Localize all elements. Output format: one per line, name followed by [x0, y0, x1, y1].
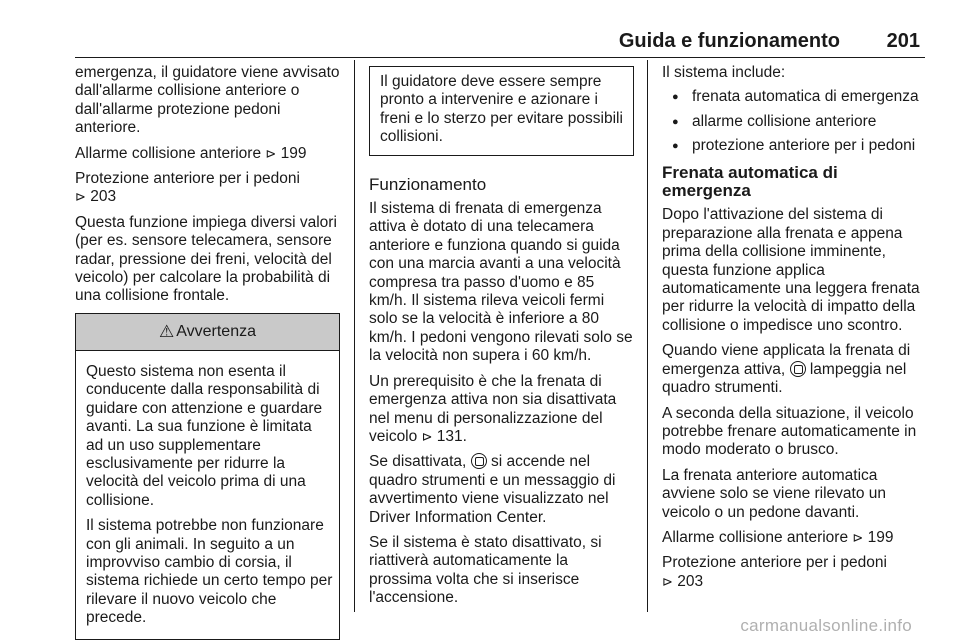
feature-list: [662, 88, 927, 155]
emergency-brake-icon: [790, 361, 806, 377]
cross-reference[interactable]: Protezione anteriore per i pedoni ⊳ 203: [75, 170, 300, 206]
warning-title: Avvertenza: [176, 322, 256, 340]
list-item: ● frenata automatica di emergenza: [662, 88, 927, 106]
warning-triangle-icon: ⚠: [159, 321, 175, 341]
list-item: ● allarme collisione anteriore: [662, 113, 927, 131]
warning-text: Il guidatore deve essere sempre pronto a intervenire e azionare i freni e lo sterzo per evitare possibili collisioni.: [380, 73, 623, 146]
warning-continuation-box: [369, 66, 634, 156]
arrow-reference-icon: ⊳: [852, 529, 864, 545]
paragraph: A seconda della situazione, il veicolo potrebbe frenare automaticamente in modo moderato o brusco.: [662, 404, 917, 459]
arrow-reference-icon: ⊳: [662, 573, 673, 589]
arrow-reference-icon: ⊳: [75, 189, 86, 205]
cross-reference[interactable]: ⊳ 131.: [421, 427, 467, 445]
paragraph: Il sistema di frenata di emergenza attiva è dotato di una telecamera anteriore e funziona quando si guida con una marcia avanti a una velocità compresa tra passo d'uomo e 85 km/h. Il sistema rileva veicoli fermi solo se la velocità è inferiore a 80 km/h. I pedoni vengono rilevati solo se la velocità non supera i 60 km/h.: [369, 200, 633, 365]
paragraph: Se disattivata, si accende nel quadro strumenti e un messaggio di avvertimento viene visualizzato nel Driver Information Center.: [369, 453, 616, 526]
column-divider-1: [354, 60, 355, 612]
paragraph: Quando viene applicata la frenata di emergenza attiva, lampeggia nel quadro strumenti.: [662, 342, 911, 397]
list-item: ● protezione anteriore per i pedoni: [662, 137, 927, 155]
page-title: Guida e funzionamento: [618, 30, 840, 52]
column-2: [369, 64, 634, 615]
page-number: 201: [886, 30, 920, 52]
paragraph: La frenata anteriore automatica avviene solo se viene rilevato un veicolo o un pedone davanti.: [662, 466, 887, 521]
cross-reference[interactable]: Allarme collisione anteriore ⊳ 199: [662, 528, 894, 546]
section-heading: Funzionamento: [369, 174, 487, 194]
warning-header: [76, 314, 339, 351]
paragraph: Questa funzione impiega diversi valori (per es. sensore telecamera, sensore radar, pressione dei freni, velocità del veicolo) per calcolare la probabilità di una collisione frontale.: [75, 213, 337, 305]
column-3: [662, 64, 927, 598]
warning-text: Questo sistema non esenta il conducente dalla responsabilità di guidare con attenzione e guardare avanti. La sua funzione è limitata ad un uso supplementare esclusivamente per ridurre la velocità del veicolo prima di una collisione.: [86, 362, 323, 509]
paragraph: Se il sistema è stato disattivato, si riattiverà automaticamente la prossima volta che si inserisce l'accensione.: [369, 533, 602, 607]
cross-reference[interactable]: Protezione anteriore per i pedoni ⊳ 203: [662, 554, 887, 590]
section-heading: Frenata automatica di emergenza: [662, 162, 838, 201]
warning-box: [75, 313, 340, 640]
column-divider-2: [647, 60, 648, 612]
column-1: [75, 64, 340, 640]
page-header: [0, 0, 960, 52]
warning-text: Il sistema potrebbe non funzionare con gli animali. In seguito a un improvviso cambio di corsia, il sistema richiede un certo tempo per rilevare il nuovo veicolo che precede.: [86, 517, 333, 627]
header-divider: [75, 57, 925, 58]
cross-reference[interactable]: Allarme collisione anteriore ⊳ 199: [75, 144, 307, 162]
paragraph: Dopo l'attivazione del sistema di preparazione alla frenata e appena prima della collisione imminente, questa funzione applica automaticamente una leggera frenata per ridurre la velocità di impatto della collisione o impedisce uno scontro.: [662, 206, 920, 334]
arrow-reference-icon: ⊳: [421, 428, 433, 444]
paragraph: Il sistema include:: [662, 64, 786, 81]
emergency-brake-icon: [471, 453, 487, 469]
paragraph: Un prerequisito è che la frenata di emergenza attiva non sia disattivata nel menu di personalizzazione del veicolo ⊳ 131.: [369, 372, 617, 445]
paragraph: emergenza, il guidatore viene avvisato dall'allarme collisione anteriore o dall'allarme protezione pedoni anteriore.: [75, 64, 340, 137]
watermark: carmanualsonline.info: [740, 616, 912, 635]
arrow-reference-icon: ⊳: [265, 145, 277, 161]
